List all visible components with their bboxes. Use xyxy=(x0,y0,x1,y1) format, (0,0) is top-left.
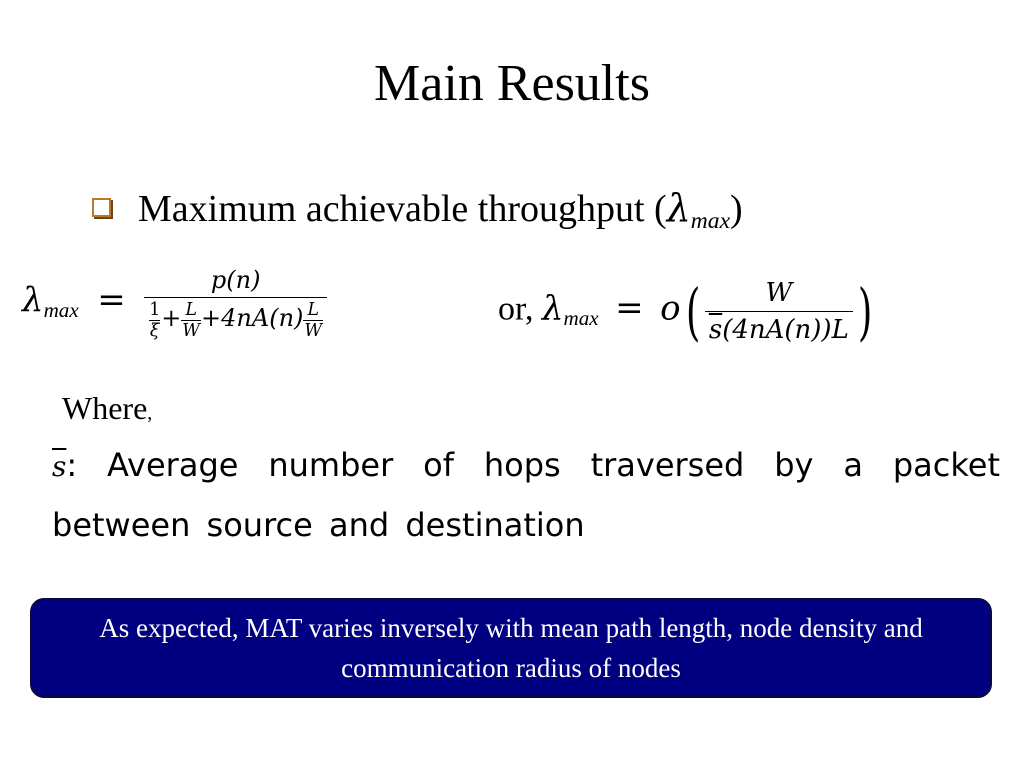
callout-box: As expected, MAT varies inversely with mean path length, node density and communication radius of nodes xyxy=(30,598,992,698)
where-label xyxy=(62,388,152,433)
checkbox-bullet-icon xyxy=(92,198,111,217)
bullet-close-paren: ) xyxy=(730,188,743,230)
eq1-plus1: + xyxy=(161,304,182,333)
eq1-term: 4nA(n) xyxy=(221,304,304,333)
eq1-numerator: p(n) xyxy=(210,266,261,294)
eq1-l1: L xyxy=(185,300,197,320)
eq1-one: 1 xyxy=(149,300,161,320)
eq2-den-rest: (4nA(n))L xyxy=(722,315,849,345)
eq2-subscript: max xyxy=(563,306,599,331)
s-bar-symbol: $\overline{s}$ xyxy=(52,450,67,483)
equation-mat-order xyxy=(498,274,877,358)
eq2-open-paren: ( xyxy=(685,274,701,348)
eq1-equals: = xyxy=(97,279,126,320)
definition-text xyxy=(52,436,1000,554)
equation-mat xyxy=(22,266,327,356)
definition-body: : Average number of hops traversed by a packet between source and destination xyxy=(52,446,1000,544)
eq1-fraction xyxy=(144,266,327,340)
lambda-subscript: max xyxy=(690,207,731,234)
eq2-lambda: λ xyxy=(541,288,564,329)
lambda-symbol: λ xyxy=(666,186,691,230)
bullet-label: Maximum achievable throughput ( xyxy=(138,188,667,230)
eq2-function: o xyxy=(660,288,681,329)
bullet-text xyxy=(138,186,743,236)
eq1-lambda: λ xyxy=(22,279,44,320)
eq1-l2: L xyxy=(307,300,320,320)
eq1-one-over-xi xyxy=(148,301,161,340)
eq1-subscript: max xyxy=(43,297,79,322)
where-comma: , xyxy=(147,402,153,424)
eq2-s-bar: $\overline{s}$ xyxy=(708,315,723,345)
slide-title: Main Results xyxy=(374,55,650,112)
eq1-denominator xyxy=(144,297,327,340)
eq2-fraction xyxy=(705,278,853,345)
eq1-xi: ξ xyxy=(149,321,160,342)
eq2-numerator: W xyxy=(765,278,793,308)
eq1-w1: W xyxy=(182,321,201,342)
eq2-prefix: or, xyxy=(498,290,534,328)
eq1-l-over-w2 xyxy=(303,301,323,340)
eq1-w2: W xyxy=(304,321,323,342)
eq1-l-over-w1 xyxy=(181,301,201,340)
eq2-denominator xyxy=(705,311,853,345)
where-text: Where xyxy=(62,390,148,426)
eq2-close-paren: ) xyxy=(857,274,873,348)
eq1-plus2: + xyxy=(201,304,222,333)
eq2-equals: = xyxy=(615,288,644,329)
